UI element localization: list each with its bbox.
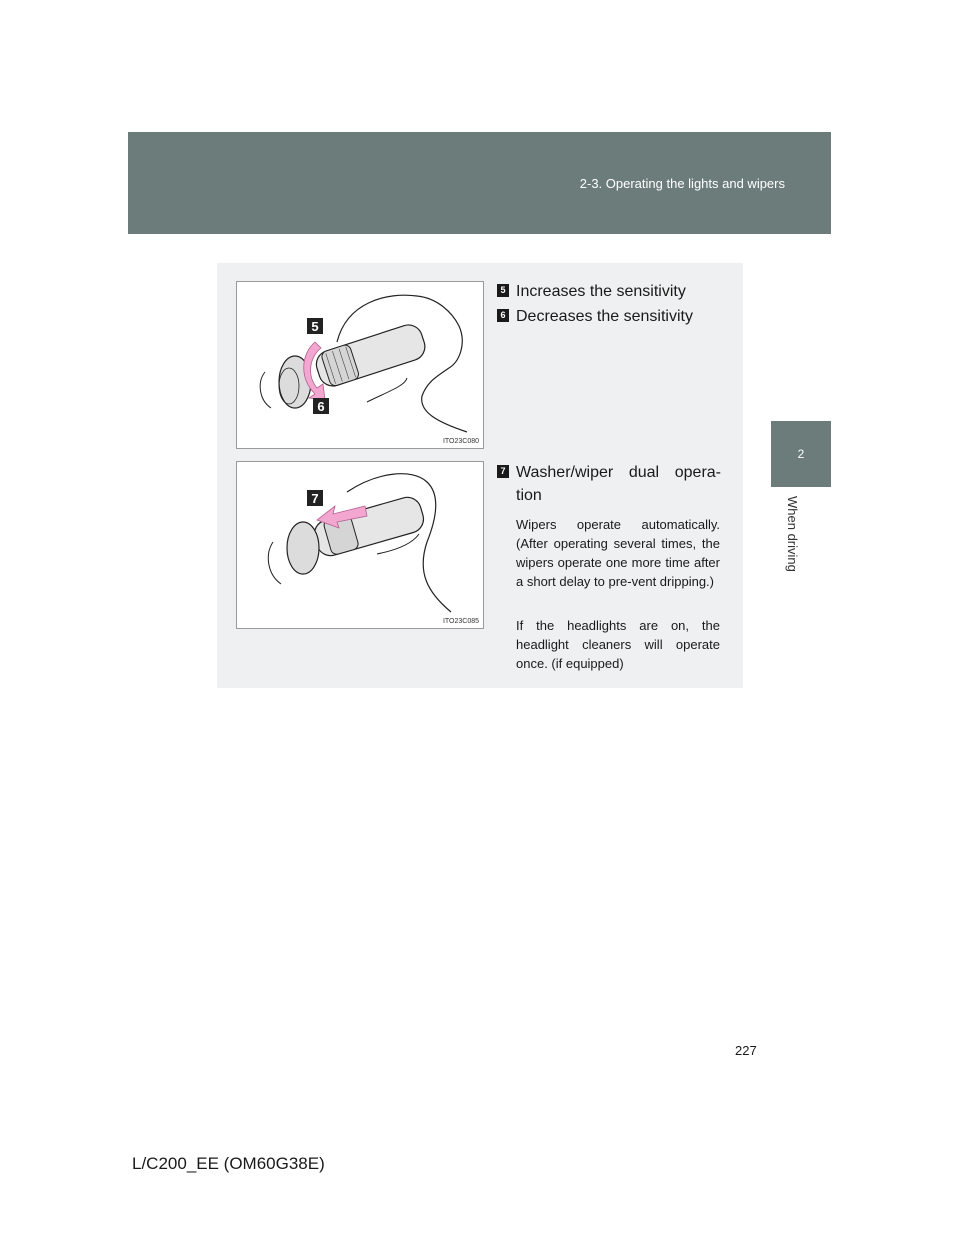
section-title: 2-3. Operating the lights and wipers (579, 176, 785, 191)
item-marker: 6 (497, 309, 509, 322)
wiper-lever-illustration (237, 282, 483, 448)
chapter-tab (771, 421, 831, 487)
model-code: L/C200_EE (OM60G38E) (132, 1154, 325, 1173)
chapter-label: When driving (785, 496, 800, 572)
figure-code: ITO23C085 (442, 618, 479, 625)
item-text-line2: tion (516, 487, 542, 504)
item-text: Increases the sensitivity (516, 283, 686, 300)
svg-text:5: 5 (311, 319, 319, 334)
callout-7 (307, 490, 323, 506)
item-marker: 7 (497, 465, 509, 478)
description-paragraph: Wipers operate automatically. (After operating several times, the wipers operate one more time after a short delay to pre-vent dripping.) (516, 517, 720, 589)
chapter-number: 2 (797, 447, 805, 461)
callout-6 (313, 398, 329, 414)
callout-5 (307, 318, 323, 334)
figure-sensitivity-dial (236, 281, 484, 449)
wiper-lever-illustration (237, 462, 483, 628)
figure-washer-pull (236, 461, 484, 629)
list-item (497, 305, 721, 328)
item-text-line1: Washer/wiper dual opera- (516, 464, 721, 481)
item-text: Decreases the sensitivity (516, 308, 693, 325)
item-marker: 5 (497, 284, 509, 297)
svg-text:6: 6 (317, 399, 325, 414)
description-paragraph: If the headlights are on, the headlight cleaners will operate once. (if equipped) (516, 618, 720, 671)
figure-code: ITO23C080 (442, 438, 479, 445)
section-header (128, 132, 831, 234)
list-item (497, 280, 721, 303)
list-item (497, 461, 721, 507)
page-number: 227 (735, 1043, 757, 1058)
svg-text:7: 7 (311, 491, 319, 506)
